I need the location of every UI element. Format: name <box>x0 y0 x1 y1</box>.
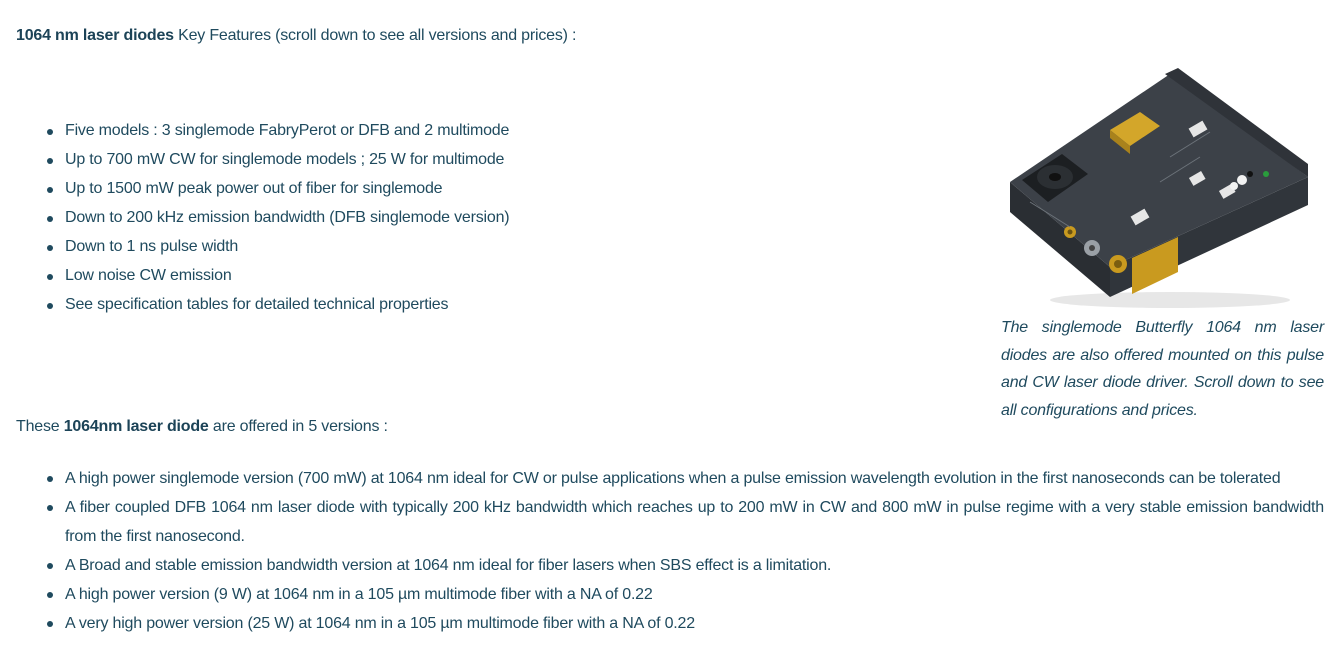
capacitor-icon <box>1237 175 1247 185</box>
list-item: Five models : 3 singlemode FabryPerot or DFB and 2 multimode <box>16 120 576 149</box>
versions-heading-bold: 1064nm laser diode <box>63 418 209 435</box>
list-item: See specification tables for detailed technical properties <box>16 294 576 323</box>
image-caption: The singlemode Butterfly 1064 nm laser diodes are also offered mounted on this pulse and CW laser diode driver. Scroll down to see all configurations and prices. <box>1001 319 1324 419</box>
laser-driver-product-image <box>1010 62 1312 314</box>
features-list <box>16 120 576 323</box>
list-item: A fiber coupled DFB 1064 nm laser diode with typically 200 kHz bandwidth which reaches up to 200 mW in CW and 800 mW in pulse regime with a very stable emission bandwidth from the first nanosecond. <box>16 493 1324 551</box>
list-item: Up to 1500 mW peak power out of fiber for singlemode <box>16 178 576 207</box>
versions-list <box>16 464 1324 638</box>
list-item: A Broad and stable emission bandwidth version at 1064 nm ideal for fiber lasers when SBS effect is a limitation. <box>16 551 1324 580</box>
list-item: A high power singlemode version (700 mW) at 1064 nm ideal for CW or pulse applications when a pulse emission wavelength evolution in the first nanoseconds can be tolerated <box>16 464 1324 493</box>
list-item: A high power version (9 W) at 1064 nm in a 105 µm multimode fiber with a NA of 0.22 <box>16 580 1324 609</box>
bnc-connector-icon <box>1084 240 1100 256</box>
features-heading <box>16 27 576 45</box>
knob-icon <box>1109 255 1127 273</box>
capacitor-icon <box>1230 182 1238 190</box>
features-heading-rest: Key Features (scroll down to see all versions and prices) : <box>173 27 577 44</box>
capacitor-icon <box>1247 171 1253 177</box>
list-item: Down to 200 kHz emission bandwidth (DFB singlemode version) <box>16 207 576 236</box>
versions-heading <box>16 418 388 436</box>
versions-heading-suffix: are offered in 5 versions : <box>208 418 388 435</box>
versions-heading-prefix: These <box>16 418 64 435</box>
features-heading-bold: 1064 nm laser diodes <box>16 27 174 44</box>
led-icon <box>1263 171 1269 177</box>
list-item: Down to 1 ns pulse width <box>16 236 576 265</box>
list-item: A very high power version (25 W) at 1064 nm in a 105 µm multimode fiber with a NA of 0.22 <box>16 609 1324 638</box>
list-item: Low noise CW emission <box>16 265 576 294</box>
list-item: Up to 700 mW CW for singlemode models ; 25 W for multimode <box>16 149 576 178</box>
sma-connector-icon <box>1064 226 1076 238</box>
